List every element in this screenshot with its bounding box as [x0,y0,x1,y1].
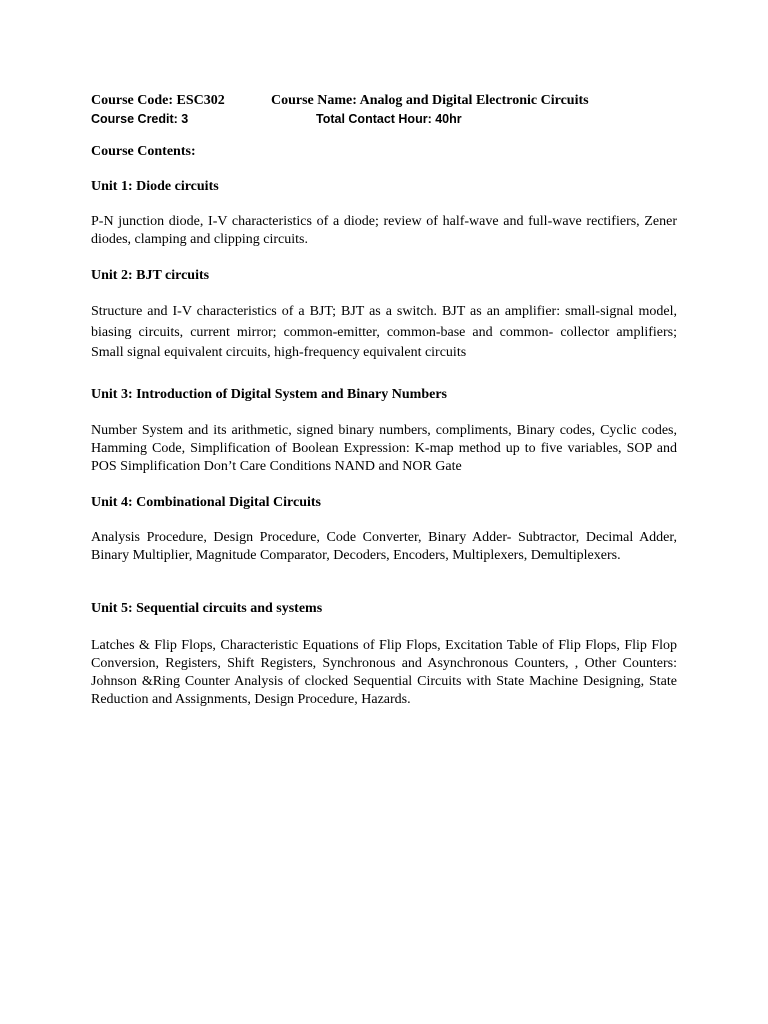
unit-5-title: Unit 5: Sequential circuits and systems [91,601,323,616]
unit-3-body: Number System and its arithmetic, signed binary numbers, compliments, Binary codes, Cyclic codes, Hamming Code, Simplification of Boolean Expression: K-map method up to five variables, SOP and POS Simplification Don’t Care Conditions NAND and NOR Gate [91,423,677,474]
unit-2-title: Unit 2: BJT circuits [91,268,210,283]
course-credit: Course Credit: 3 [91,112,189,126]
unit-1-body: P-N junction diode, I-V characteristics of a diode; review of half-wave and full-wave rectifiers, Zener diodes, clamping and clipping circuits. [91,214,677,247]
total-contact-hour: Total Contact Hour: 40hr [316,112,462,126]
unit-4-body: Analysis Procedure, Design Procedure, Code Converter, Binary Adder- Subtractor, Decimal Adder, Binary Multiplier, Magnitude Comparator, Decoders, Encoders, Multiplexers, Demultiplexers. [91,530,677,563]
unit-2-body: Structure and I-V characteristics of a BJT; BJT as a switch. BJT as an amplifier: small-signal model, biasing circuits, current mirror; common-emitter, common-base and common- collector amplifiers; Small signal equivalent circuits, high-frequency equivalent circuits [91,304,677,360]
unit-4-title: Unit 4: Combinational Digital Circuits [91,495,321,510]
course-code: Course Code: ESC302 [91,93,225,108]
unit-5-body: Latches & Flip Flops, Characteristic Equations of Flip Flops, Excitation Table of Flip Flops, Flip Flop Conversion, Registers, Shift Registers, Synchronous and Asynchronous Counters, , Other Counters: Johnson &Ring Counter Analysis of clocked Sequential Circuits with State Machine Designing, State Reduction and Assignments, Design Procedure, Hazards. [91,638,677,707]
unit-1-title: Unit 1: Diode circuits [91,179,219,194]
course-name: Course Name: Analog and Digital Electronic Circuits [271,93,589,108]
course-contents-heading: Course Contents: [91,144,196,159]
unit-3-title: Unit 3: Introduction of Digital System and Binary Numbers [91,387,447,402]
